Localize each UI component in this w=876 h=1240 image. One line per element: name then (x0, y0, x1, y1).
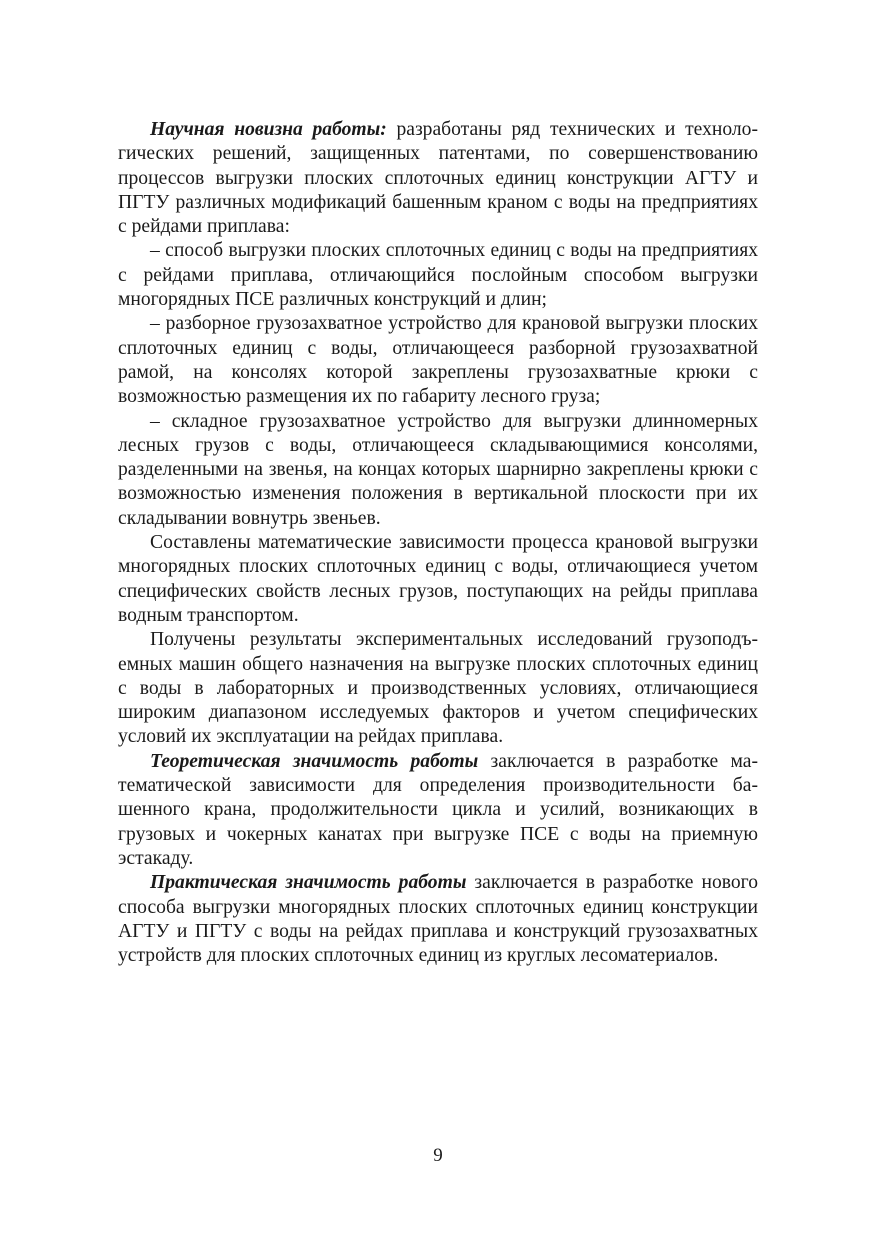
paragraph-theoretical-significance (118, 750, 758, 871)
paragraph-text: разработаны ряд технических и технологических решений, защищенных патентами, по совершенствованию процессов выгрузки плоских сплоточных единиц конструкции АГТУ и ПГТУ различных модификаций башенным краном с воды на предприятиях с рейдами приплава: (118, 119, 758, 238)
paragraph-lead: Практическая значимость работы (150, 872, 467, 894)
paragraph (118, 628, 758, 749)
list-item (118, 410, 758, 531)
paragraph-lead: Научная новизна работы: (150, 119, 387, 140)
paragraph-text: заключается в разработке нового способа выгрузки многорядных плоских сплоточных единиц конструкции АГТУ и ПГТУ с воды на рейдах приплава и конструкций грузозахватных устройств для плоских сплоточных единиц из круглых лесоматериалов. (118, 872, 759, 967)
list-item (118, 312, 758, 409)
paragraph-text: заключается в разработке математической зависимости для определения производительности башенного крана, продолжительности цикла и усилий, возникающих в грузовых и чокерных канатах при выгрузке ПСЕ с воды на приемную эстакаду. (118, 750, 758, 869)
page-body (118, 118, 758, 968)
paragraph-lead: Теоретическая значимость работы (150, 750, 479, 772)
page-number: 9 (433, 1145, 443, 1166)
paragraph-text: – складное грузозахватное устройство для выгрузки длинномерных лесных грузов с воды, отличающееся складывающимися консолями, разделенными на звенья, на концах которых шарнирно закреплены крюки с возможностью изменения положения в вертикальной плоскости при их складывании вовнутрь звеньев. (118, 410, 758, 529)
paragraph-text: Получены результаты экспериментальных исследований грузоподъемных машин общего назначения на выгрузке плоских сплоточных единиц с воды в лабораторных и производственных условиях, отличающиеся широким диапазоном исследуемых факторов и учетом специфических условий их эксплуатации на рейдах приплава. (118, 629, 758, 748)
paragraph-text: – способ выгрузки плоских сплоточных единиц с воды на предприятиях с рейдами приплава, отличающийся послойным способом выгрузки многорядных ПСЕ различных конструкций и длин; (118, 240, 758, 311)
list-item (118, 239, 758, 312)
paragraph-text: Составлены математические зависимости процесса крановой выгрузки многорядных плоских сплоточных единиц с воды, отличающиеся учетом специфических свойств лесных грузов, поступающих на рейды приплава водным транспортом. (118, 532, 758, 626)
paragraph (118, 531, 758, 628)
paragraph-scientific-novelty (118, 118, 758, 239)
paragraph-text: – разборное грузозахватное устройство для крановой выгрузки плоских сплоточных единиц с воды, отличающееся разборной грузозахватной рамой, на консолях которой закреплены грузозахватные крюки с возможностью размещения их по габариту лесного груза; (118, 313, 758, 408)
paragraph-practical-significance (118, 871, 758, 968)
